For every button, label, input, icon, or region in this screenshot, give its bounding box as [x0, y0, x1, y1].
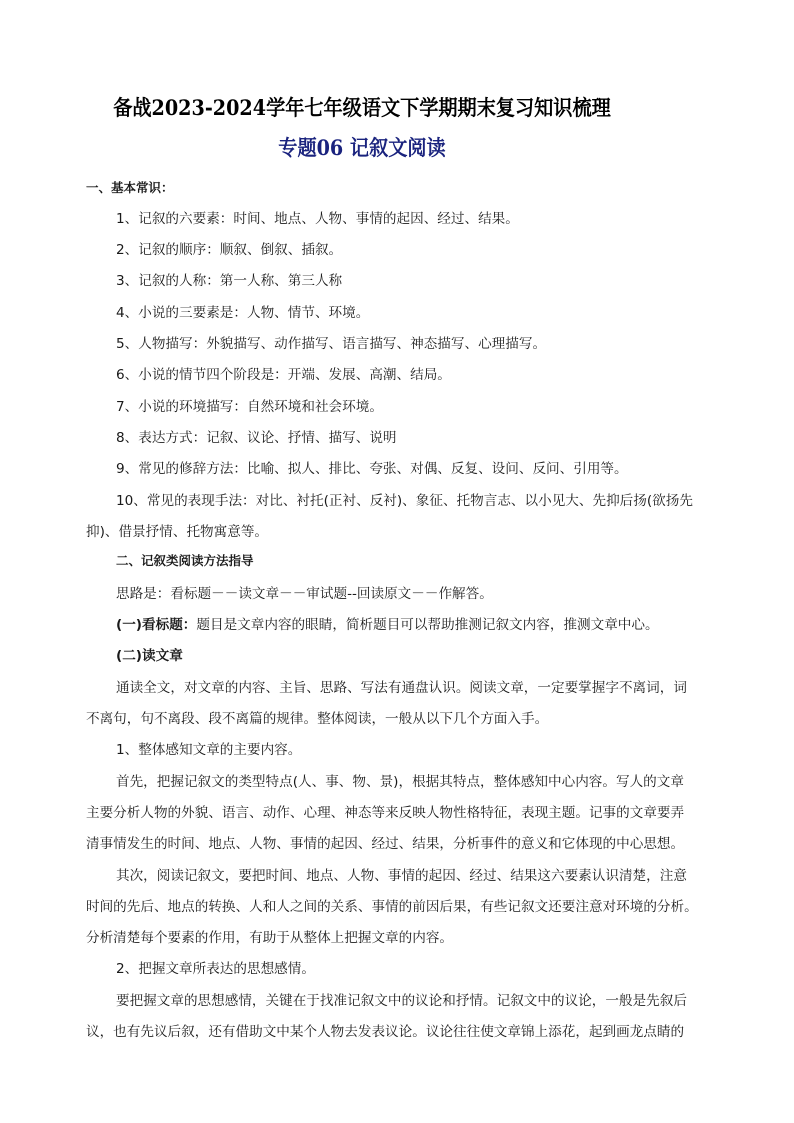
- paragraph-line: 其次，阅读记叙文，要把时间、地点、人物、事情的起因、经过、结果这六要素认识清楚，注意: [116, 868, 687, 884]
- step-title-label: (一)看标题：: [116, 617, 197, 633]
- paragraph-line: 时间的先后、地点的转换、人和人之间的关系、事情的前因后果，有些记叙文还要注意对环境的分析。: [86, 899, 698, 915]
- approach-line: 思路是：看标题－－读文章－－审试题--回读原文－－作解答。: [116, 586, 493, 602]
- basics-item: 6、小说的情节四个阶段是：开端、发展、高潮、结局。: [116, 367, 451, 383]
- basics-item-10-line1: 10、常见的表现手法：对比、衬托(正衬、反衬)、象征、托物言志、以小见大、先抑后扬(欲扬先: [116, 493, 693, 509]
- paragraph-line: 首先，把握记叙文的类型特点(人、事、物、景)，根据其特点，整体感知中心内容。写人的文章: [116, 774, 684, 790]
- step-title-text: 题目是文章内容的眼睛，简析题目可以帮助推测记叙文内容，推测文章中心。: [196, 617, 659, 633]
- basics-item-10-line2: 抑)、借景抒情、托物寓意等。: [86, 524, 269, 540]
- point-heading: 2、把握文章所表达的思想感情。: [116, 961, 315, 977]
- paragraph-line: 主要分析人物的外貌、语言、动作、心理、神态等来反映人物性格特征，表现主题。记事的文章要弄: [86, 805, 685, 821]
- step-title-paragraph: [116, 613, 659, 633]
- document-title: 备战2023-2024学年七年级语文下学期期末复习知识梳理: [113, 95, 611, 120]
- paragraph-line: 分析清楚每个要素的作用，有助于从整体上把握文章的内容。: [86, 930, 454, 946]
- paragraph-line: 要把握文章的思想感情，关键在于找准记叙文中的议论和抒情。记叙文中的议论，一般是先叙后: [116, 993, 687, 1009]
- point-heading: 1、整体感知文章的主要内容。: [116, 742, 302, 758]
- basics-item: 2、记叙的顺序：顺叙、倒叙、插叙。: [116, 242, 343, 258]
- basics-item: 1、记叙的六要素：时间、地点、人物、事情的起因、经过、结果。: [116, 211, 519, 227]
- document-subtitle: 专题06 记叙文阅读: [278, 135, 446, 160]
- paragraph-line: 通读全文，对文章的内容、主旨、思路、写法有通盘认识。阅读文章，一定要掌握字不离词，词: [116, 680, 687, 696]
- basics-item: 9、常见的修辞方法：比喻、拟人、排比、夸张、对偶、反复、设问、反问、引用等。: [116, 461, 628, 477]
- section-heading-method: 二、记叙类阅读方法指导: [116, 553, 254, 568]
- step-read-label: (二)读文章: [116, 648, 183, 664]
- basics-item: 8、表达方式：记叙、议论、抒情、描写、说明: [116, 430, 397, 446]
- basics-item: 4、小说的三要素是：人物、情节、环境。: [116, 305, 370, 321]
- basics-item: 3、记叙的人称：第一人称、第三人称: [116, 273, 343, 289]
- section-heading-basics: 一、基本常识：: [86, 180, 174, 195]
- paragraph-line: 不离句，句不离段、段不离篇的规律。整体阅读，一般从以下几个方面入手。: [86, 711, 549, 727]
- basics-item: 7、小说的环境描写：自然环境和社会环境。: [116, 399, 383, 415]
- paragraph-line: 清事情发生的时间、地点、人物、事情的起因、经过、结果，分析事件的意义和它体现的中心思想。: [86, 836, 685, 852]
- basics-item: 5、人物描写：外貌描写、动作描写、语言描写、神态描写、心理描写。: [116, 336, 547, 352]
- paragraph-line: 议，也有先议后叙，还有借助文中某个人物去发表议论。议论往往使文章锦上添花，起到画龙点睛的: [86, 1024, 685, 1040]
